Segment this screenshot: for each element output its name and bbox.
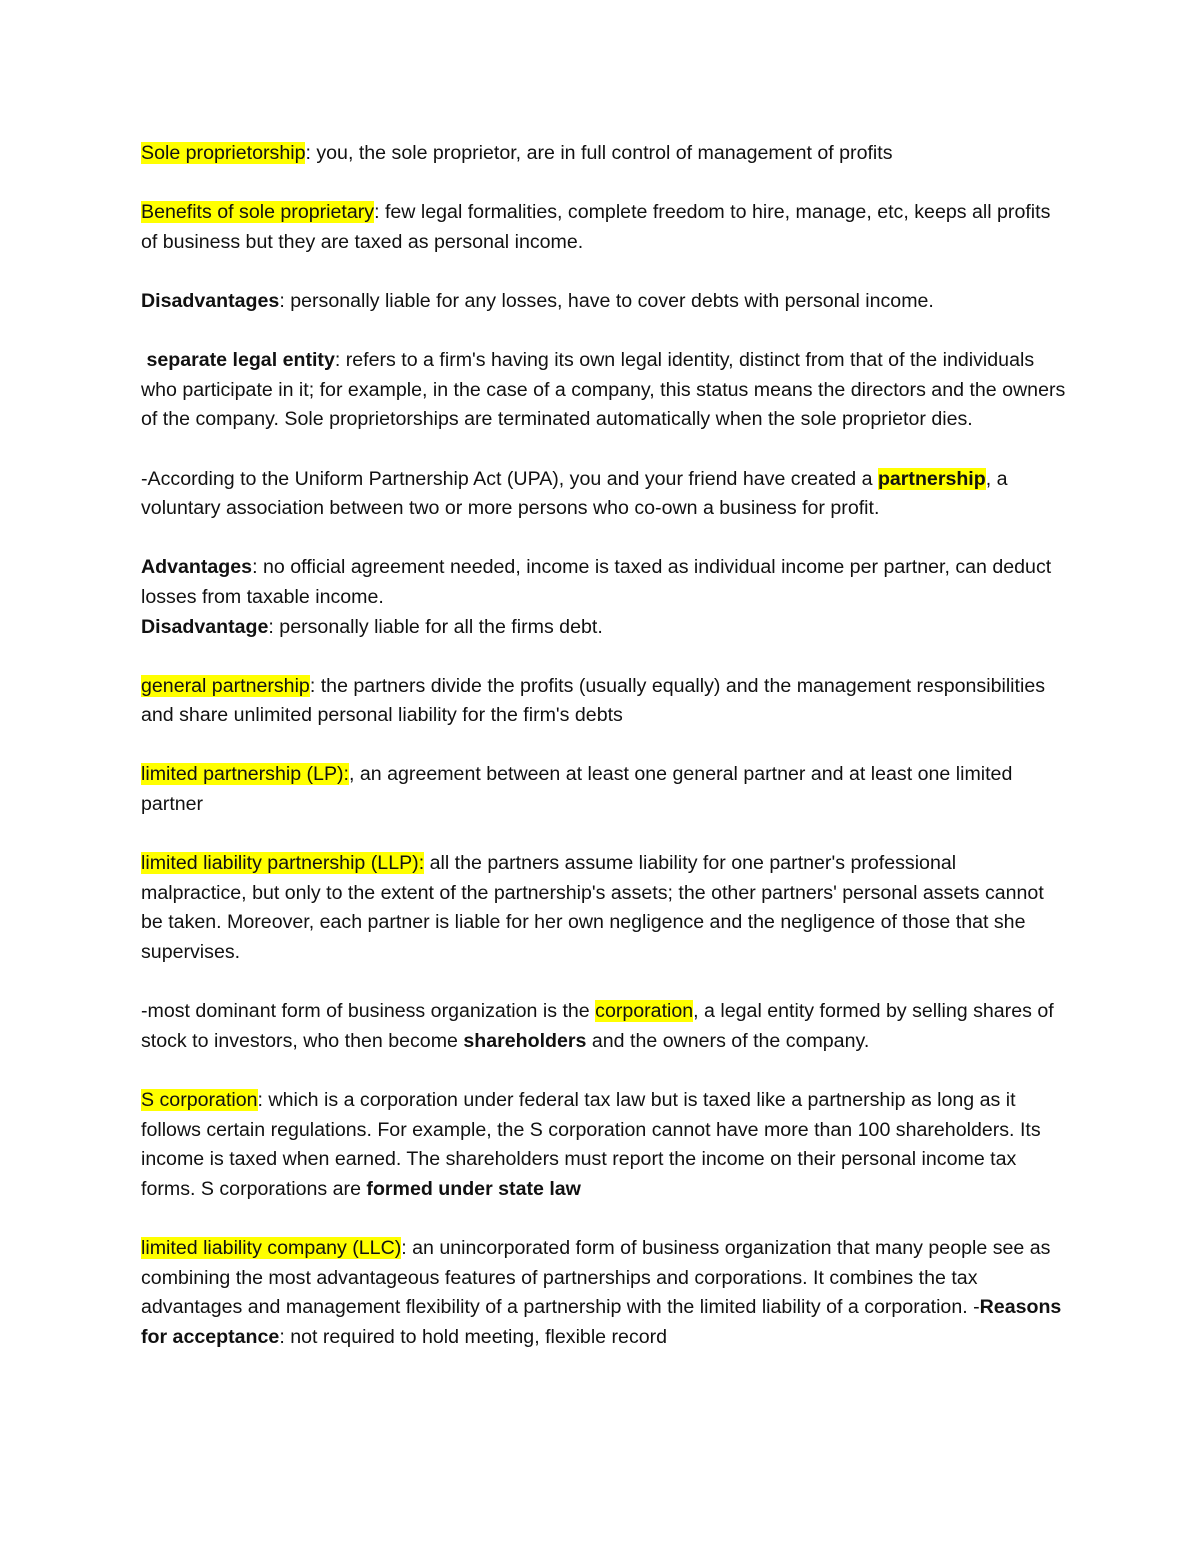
highlighted-bold-term: partnership [877, 467, 986, 490]
paragraph-text: all the partners assume liability for one partner's professional malpractice, but only to the extent of the partnership's assets; the other partners' personal assets cannot be taken. Moreover, each partner is liable for her own negligence and the negligence of those that she supervises. [141, 852, 1044, 964]
paragraph-disadvantages [141, 287, 1066, 317]
paragraph-llc [141, 1234, 1066, 1352]
highlighted-term: limited liability company (LLC) [141, 1236, 402, 1259]
bold-term: formed under state law [366, 1177, 581, 1200]
paragraph-general-partnership [141, 672, 1066, 731]
highlighted-term: S corporation [141, 1089, 258, 1111]
paragraph-text: , an agreement between at least one general partner and at least one limited partner [141, 763, 1013, 816]
bold-term: Disadvantages [141, 289, 280, 312]
highlighted-term: corporation [595, 1000, 694, 1023]
paragraph-text: : personally liable for any losses, have to cover debts with personal income. [279, 289, 934, 312]
bold-term: shareholders [463, 1029, 587, 1052]
paragraph-text: and the owners of the company. [586, 1029, 870, 1052]
paragraph-separate-legal-entity [141, 346, 1066, 435]
paragraph-sole-proprietorship [141, 139, 1066, 169]
paragraph-corporation [141, 997, 1066, 1056]
bold-term: Advantages [141, 556, 253, 579]
paragraph-partnership [141, 465, 1066, 524]
bold-term: Reasons for acceptance [141, 1296, 1062, 1348]
paragraph-limited-liability-partnership [141, 849, 1066, 967]
paragraph-text: , a legal entity formed by selling shares of stock to investors, who then become [141, 1000, 1054, 1052]
bold-term: Disadvantage [141, 615, 269, 638]
paragraph-s-corporation [141, 1086, 1066, 1204]
highlighted-term: limited partnership (LP): [141, 763, 349, 786]
paragraph-text: : not required to hold meeting, flexible record [279, 1325, 668, 1348]
highlighted-term: Benefits of sole proprietary [141, 201, 375, 224]
highlighted-term: limited liability partnership (LLP): [141, 852, 425, 875]
paragraph-text: : the partners divide the profits (usually equally) and the management responsibilities and share unlimited personal liability for the firm's debts [141, 674, 1046, 727]
paragraph-benefits-sole-proprietary [141, 198, 1066, 257]
paragraph-text: : personally liable for all the firms debt. [268, 615, 603, 638]
paragraph-text: : you, the sole proprietor, are in full control of management of profits [305, 142, 893, 164]
paragraph-text: : an unincorporated form of business organization that many people see as combining the most advantageous features of partnerships and corporations. It combines the tax advantages and management flexibility of a partnership with the limited liability of a corporation. - [141, 1236, 1051, 1319]
paragraph-disadvantage [141, 613, 1066, 643]
paragraph-text: -According to the Uniform Partnership Act (UPA), you and your friend have created a [141, 467, 878, 490]
bold-term: separate legal entity [146, 349, 335, 372]
paragraph-text: : which is a corporation under federal tax law but is taxed like a partnership as long as it follows certain regulations. For example, the S corporation cannot have more than 100 shareholders. Its income is taxed when earned. The shareholders must report the income on their personal income tax forms. S corporations are [141, 1089, 1041, 1200]
paragraph-advantages [141, 553, 1066, 612]
document-page [141, 139, 1066, 1382]
paragraph-text: : refers to a firm's having its own legal identity, distinct from that of the individuals who participate in it; for example, in the case of a company, this status means the directors and the owners of the company. Sole proprietorships are terminated automatically when the sole proprietor dies. [141, 349, 1066, 431]
paragraph-text: : few legal formalities, complete freedom to hire, manage, etc, keeps all profits of business but they are taxed as personal income. [141, 201, 1051, 253]
paragraph-text: -most dominant form of business organization is the [141, 1000, 596, 1023]
paragraph-text: : no official agreement needed, income is taxed as individual income per partner, can deduct losses from taxable income. [141, 556, 1052, 608]
highlighted-term: Sole proprietorship [141, 142, 306, 164]
highlighted-term: general partnership [141, 674, 310, 697]
paragraph-text: , a voluntary association between two or more persons who co-own a business for profit. [141, 467, 1008, 520]
paragraph-limited-partnership [141, 760, 1066, 819]
